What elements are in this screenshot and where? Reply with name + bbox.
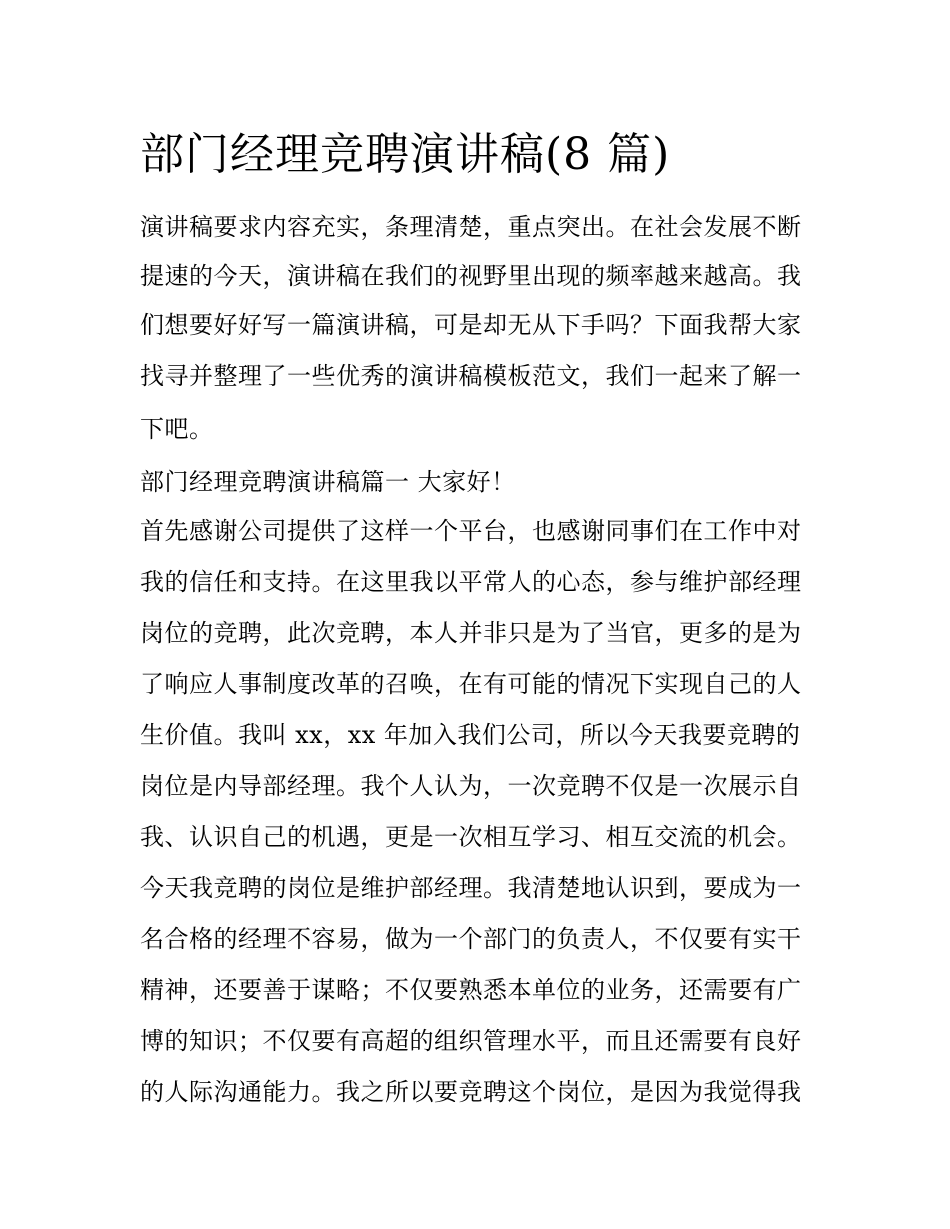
text-line: 的人际沟通能力。我之所以要竞聘这个岗位，是因为我觉得我: [140, 1078, 802, 1106]
text-line: 岗位的竞聘，此次竞聘，本人并非只是为了当官，更多的是为: [140, 619, 802, 647]
text-line: 博的知识；不仅要有高超的组织管理水平，而且还需要有良好: [140, 1027, 802, 1055]
text-line: 演讲稿要求内容充实，条理清楚，重点突出。在社会发展不断: [140, 213, 802, 241]
section-heading-line: 部门经理竞聘演讲稿篇一 大家好！: [140, 468, 516, 496]
text-line: 首先感谢公司提供了这样一个平台，也感谢同事们在工作中对: [140, 517, 802, 545]
text-line: 生价值。我叫 xx，xx 年加入我们公司，所以今天我要竞聘的: [140, 721, 801, 749]
text-line: 提速的今天，演讲稿在我们的视野里出现的频率越来越高。我: [140, 262, 802, 290]
text-line: 岗位是内导部经理。我个人认为，一次竞聘不仅是一次展示自: [140, 772, 802, 800]
text-line: 名合格的经理不容易，做为一个部门的负责人，不仅要有实干: [140, 925, 802, 953]
text-line: 们想要好好写一篇演讲稿，可是却无从下手吗？下面我帮大家: [140, 311, 802, 339]
text-line: 了响应人事制度改革的召唤，在有可能的情况下实现自己的人: [140, 670, 802, 698]
text-line: 我的信任和支持。在这里我以平常人的心态，参与维护部经理: [140, 568, 802, 596]
text-line: 找寻并整理了一些优秀的演讲稿模板范文，我们一起来了解一: [140, 362, 802, 390]
text-line: 精神，还要善于谋略；不仅要熟悉本单位的业务，还需要有广: [140, 976, 802, 1004]
document-title: 部门经理竞聘演讲稿(8 篇): [140, 129, 671, 180]
text-line: 我、认识自己的机遇，更是一次相互学习、相互交流的机会。: [140, 823, 802, 851]
text-line: 下吧。: [140, 415, 214, 443]
text-line: 今天我竞聘的岗位是维护部经理。我清楚地认识到，要成为一: [140, 874, 802, 902]
